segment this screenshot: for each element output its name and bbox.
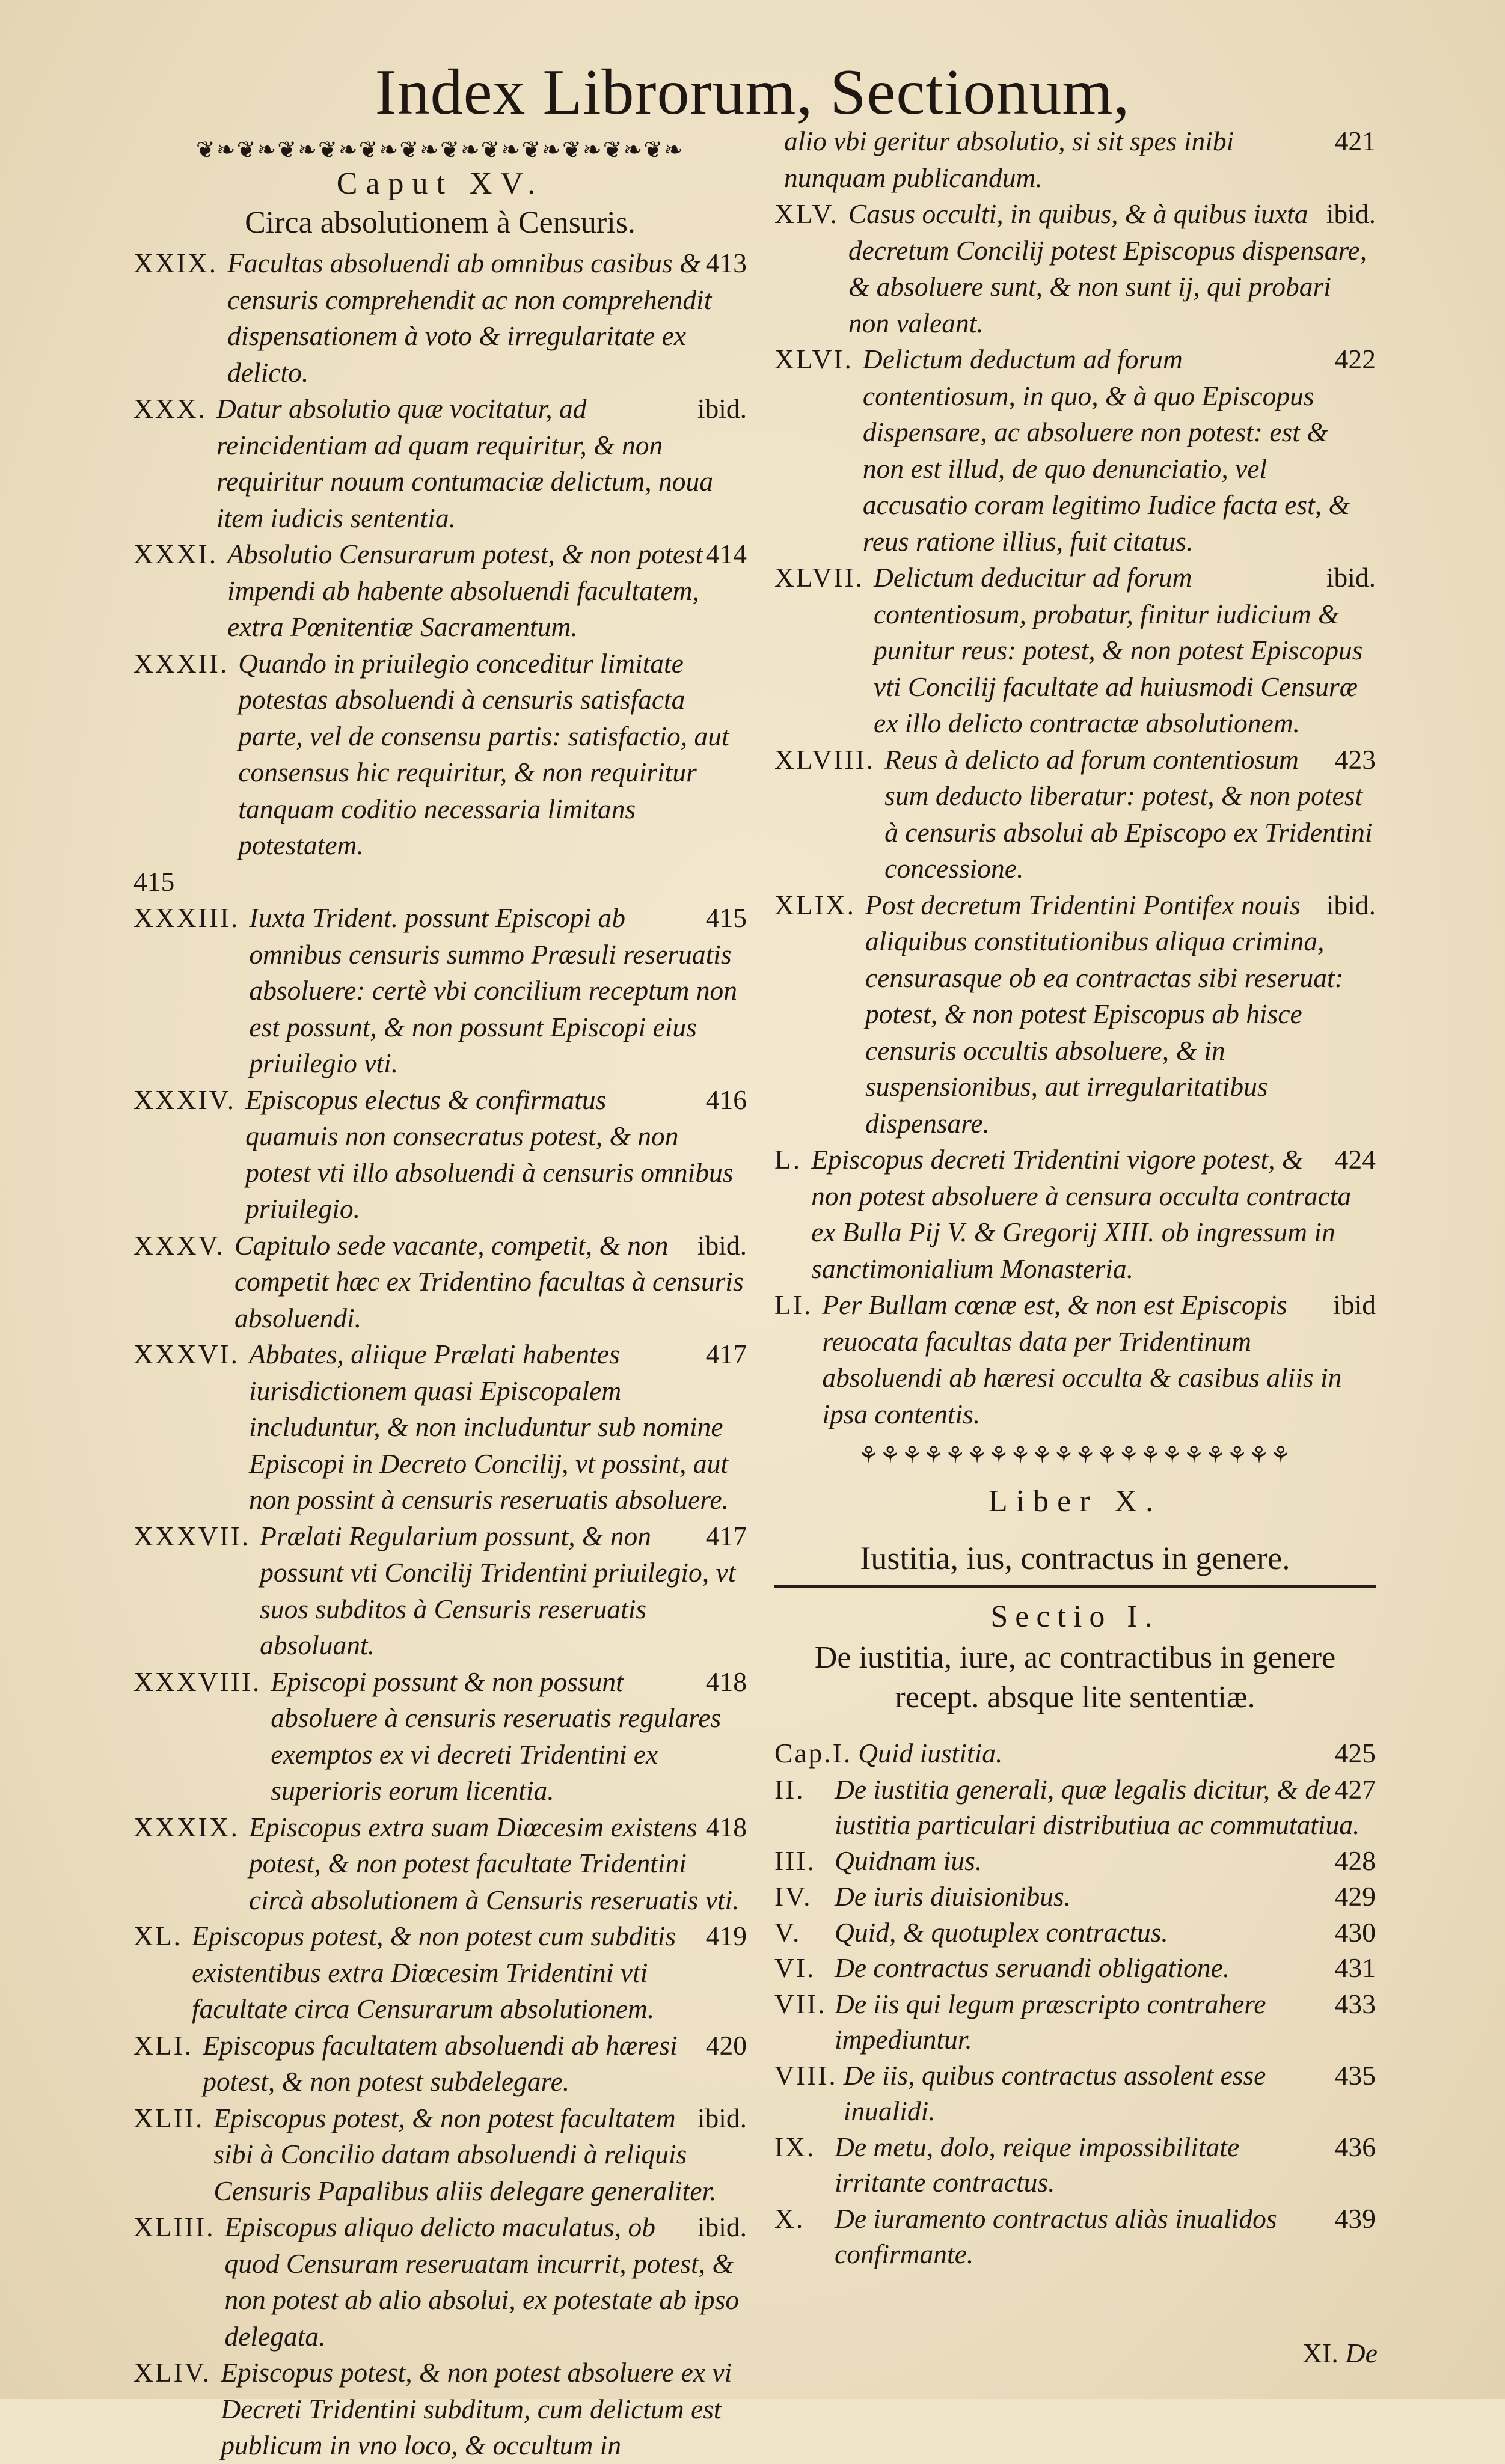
entry-text (784, 123, 1376, 196)
entry-page: 439 (1334, 2203, 1376, 2234)
entry-text-content: Quid iustitia. (858, 1738, 1003, 1769)
index-entry (133, 1664, 747, 1809)
entry-text-content: Quando in priuilegio conceditur limitate potestas absoluendi à censuris satisfacta parte, vel de consensu partis: satisfactio, aut consensus hic requiritur, & non requiritur tanquam coditio necessaria limitans potestatem. (238, 647, 729, 860)
entry-text-content: Delictum deducitur ad forum contentiosum, probatur, finitur iudicium & punitur reus: potest, & non potest Episcopus vti Concilij facultate ad huiusmodi Censuræ ex illo delicto contractæ absolutionem. (874, 562, 1363, 738)
entry-number: XLVIII. (774, 744, 875, 775)
entry-text (835, 2201, 1376, 2272)
entry-page: 431 (1334, 1952, 1376, 1983)
entry-number: XLIII. (133, 2212, 215, 2242)
entry-number: X. (774, 2203, 805, 2234)
entry-number: XLVII. (774, 562, 865, 593)
right-column (774, 123, 1376, 2272)
entry-text (835, 1772, 1376, 1843)
entry-page: 417 (705, 1339, 747, 1369)
entry-page: 418 (705, 1666, 747, 1697)
entry-text-content: Delictum deductum ad forum contentiosum, in quo, & à quo Episcopus dispensare, ac absoluere non potest: est & non est illud, de quo denunciatio, vel accusatio coram legitimo Iudice facta est, & reus ratione illius, fuit citatus. (862, 344, 1350, 557)
entry-text (192, 1918, 747, 2028)
index-entry (133, 1809, 747, 1919)
entry-number: III. (774, 1845, 816, 1876)
entry-text-content: Casus occulti, in quibus, & à quibus iuxta decretum Concilij potest Episcopus dispensare, & absoluere sunt, & non sunt ij, qui probari non valeant. (848, 198, 1367, 338)
entry-text-content: Prælati Regularium possunt, & non possunt vti Concilij Tridentini priuilegio, vt suos subditos à Censuris reseruatis absoluant. (260, 1520, 736, 1660)
entry-text (835, 2129, 1376, 2201)
entry-text (835, 1879, 1376, 1915)
entry-text-content: Per Bullam cœnæ est, & non est Episcopis reuocata facultas data per Tridentinum absoluendi ab hæresi occulta & casibus aliis in ipsa contentis. (822, 1289, 1342, 1429)
entry-text-content: Capitulo sede vacante, competit, & non competit hæc ex Tridentino facultas à censuris absoluendi. (234, 1229, 744, 1333)
entry-number: Cap.I. (774, 1738, 853, 1769)
book-title: Liber X. (988, 1484, 1162, 1518)
entry-text-content: Post decretum Tridentini Pontifex nouis aliquibus constitutionibus aliqua crimina, censurasque ob ea contractas sibi reseruat: potest, & non potest Episcopus ab hisce censuris occultis absoluere, & in suspensionibus, aut irregularitatibus dispensare. (865, 889, 1344, 1139)
entry-page: 423 (1334, 744, 1376, 775)
entry-number: XXXIV. (133, 1084, 236, 1115)
entry-page: ibid. (697, 393, 747, 424)
entry-page: ibid. (697, 2212, 747, 2242)
entry-number: XL. (133, 1921, 183, 1951)
entry-text (835, 1843, 1376, 1879)
entry-text-content: Facultas absoluendi ab omnibus casibus & censuris comprehendit ac non comprehendit dispensationem à voto & irregularitate ex delicto. (227, 248, 712, 388)
index-entry (133, 2100, 747, 2210)
entry-text (234, 1227, 747, 1337)
catchword-word: De (1345, 2338, 1378, 2368)
entry-text (874, 560, 1376, 742)
entry-text-content: De metu, dolo, reique impossibilitate irritante contractus. (835, 2131, 1240, 2198)
entry-page: ibid (1333, 1289, 1376, 1320)
entry-number: VI. (774, 1952, 816, 1983)
index-entry (133, 1918, 747, 2028)
entry-page: 414 (705, 539, 747, 569)
entry-text-content: Episcopus electus & confirmatus quamuis non consecratus potest, & non potest vti illo absoluendi à censuris omnibus priuilegio. (245, 1084, 734, 1224)
entry-text (848, 196, 1376, 341)
catchword-num: XI. (1302, 2338, 1338, 2368)
entry-text (249, 1809, 747, 1919)
entry-text (835, 1986, 1376, 2058)
entry-text (216, 391, 747, 536)
index-entry (774, 1950, 1376, 1986)
entry-number: XXXVIII. (133, 1666, 262, 1697)
catchword (1302, 2337, 1378, 2369)
index-entry (774, 1843, 1376, 1879)
entry-text-content: Episcopus potest, & non potest absoluere ex vi Decreti Tridentini subditum, cum delictum est publicum in vno loco, & occultum in (221, 2357, 732, 2460)
entry-number: XLV. (774, 198, 839, 229)
index-entry (774, 1287, 1376, 1432)
index-entry (774, 341, 1376, 560)
index-entry (774, 196, 1376, 341)
book-subtitle: Iustitia, ius, contractus in genere. (774, 1537, 1376, 1588)
entry-page: 416 (705, 1084, 747, 1115)
chapter-subtitle: Circa absolutionem à Censuris. (245, 206, 636, 240)
entry-text-content: Iuxta Trident. possunt Episcopi ab omnibus censuris summo Præsuli reseruatis absoluere: certè vbi concilium receptum non est possunt, & non possunt Episcopi eius priuilegio vti. (249, 902, 738, 1078)
index-entry (133, 2209, 747, 2355)
entry-page: 418 (705, 1811, 747, 1842)
entry-page: 429 (1334, 1881, 1376, 1912)
entry-number: II. (774, 1773, 805, 1805)
left-column (133, 136, 747, 2464)
entry-number: XXXI. (133, 539, 218, 569)
entry-text-content: Episcopus aliquo delicto maculatus, ob quod Censuram reseruatam incurrit, potest, & non potest ab alio absolui, ex potestate ab ipso delegata. (224, 2212, 740, 2352)
entry-text-content: De iustitia generali, quæ legalis dicitur, & de iustitia particulari distributiua ac commutatiua. (835, 1773, 1360, 1840)
entry-text-content: De iuris diuisionibus. (835, 1881, 1071, 1912)
entry-number: IX. (774, 2131, 816, 2162)
entry-page: 419 (705, 1921, 747, 1951)
index-entry (133, 1336, 747, 1518)
index-entry (133, 1082, 747, 1227)
index-entry (133, 1518, 747, 1664)
entry-text (822, 1287, 1376, 1432)
entry-text-content: alio vbi geritur absolutio, si sit spes inibi nunquam publicandum. (784, 126, 1234, 193)
entry-text-content: Absolutio Censurarum potest, & non potest impendi ab habente absoluendi facultatem, extra Pœnitentiæ Sacramentum. (227, 539, 703, 642)
entry-number: XLIX. (774, 889, 856, 920)
entry-text-content: Episcopus potest, & non potest facultatem sibi à Concilio datam absoluendi à reliquis Censuris Papalibus aliis delegare generaliter. (213, 2102, 717, 2206)
index-entry (133, 2355, 747, 2464)
entry-text-content: Quid, & quotuplex contractus. (835, 1916, 1168, 1948)
entry-page: 415 (705, 902, 747, 933)
index-entry (133, 1227, 747, 1337)
entry-page: 428 (1334, 1845, 1376, 1876)
entry-text-content: Episcopus extra suam Diœcesim existens potest, & non potest facultate Tridentini circà absolutionem à Censuris reseruatis vti. (248, 1811, 740, 1915)
entry-page: ibid. (1326, 562, 1376, 593)
entry-text (811, 1142, 1376, 1287)
index-entry (774, 2129, 1376, 2201)
index-entry (774, 560, 1376, 742)
entry-page: 421 (1334, 126, 1376, 156)
entry-text (238, 646, 747, 864)
index-entry (774, 1142, 1376, 1287)
entry-text (865, 887, 1376, 1142)
entry-number: XXXIX. (133, 1811, 239, 1842)
entry-text-content: De iuramento contractus aliàs inualidos confirmante. (835, 2203, 1277, 2269)
entry-page: ibid. (697, 1229, 747, 1261)
entry-number: LI. (774, 1289, 813, 1320)
chapter-list (774, 1735, 1376, 2272)
index-entry (133, 391, 747, 536)
index-entry (774, 887, 1376, 1142)
entry-page: 415 (133, 866, 175, 897)
ornament-band: ❦❧❦❧❦❧❦❧❦❧❦❧❦❧❦❧❦❧❦❧❦❧❦❧ (195, 138, 685, 163)
section-title: Sectio I. (990, 1600, 1160, 1634)
index-entry (774, 2201, 1376, 2272)
page-title: Index Librorum, Sectionum, (375, 57, 1130, 128)
entry-number (774, 123, 784, 196)
entry-text (227, 536, 747, 646)
entry-text (245, 1082, 747, 1227)
entry-text (858, 1735, 1376, 1772)
entry-text-content: Episcopus facultatem absoluendi ab hæresi potest, & non potest subdelegare. (203, 2029, 678, 2097)
entry-number: XXX. (133, 393, 207, 424)
entry-number: IV. (774, 1881, 812, 1912)
entry-page: 425 (1334, 1738, 1376, 1769)
section-subtitle: De iustitia, iure, ac contractibus in genere recept. absque lite sententiæ. (814, 1640, 1336, 1714)
entry-text-content: Quidnam ius. (835, 1845, 982, 1876)
entry-number: XXXV. (133, 1229, 225, 1261)
index-entry (774, 1986, 1376, 2058)
index-entry (774, 1879, 1376, 1915)
entry-text-content: Episcopi possunt & non possunt absoluere à censuris reseruatis regulares exemptos ex vi decreti Tridentini ex superioris eorum licentia. (271, 1666, 722, 1806)
index-entry (133, 900, 747, 1082)
entry-text (863, 341, 1376, 560)
entry-text-content: Reus à delicto ad forum contentiosum sum deducto liberatur: potest, & non potest à censuris absolui ab Episcopo ex Tridentini concessione. (884, 744, 1373, 884)
index-entry (774, 1772, 1376, 1843)
index-entry (133, 646, 747, 864)
index-entry (133, 536, 747, 646)
entry-text (835, 1915, 1376, 1951)
entry-number: VIII. (774, 2059, 838, 2091)
entry-number: XLII. (133, 2102, 204, 2133)
ornament-band: ⚘⚘⚘⚘⚘⚘⚘⚘⚘⚘⚘⚘⚘⚘⚘⚘⚘⚘⚘⚘ (858, 1443, 1292, 1468)
entry-page: 436 (1334, 2131, 1376, 2162)
index-entry (774, 1735, 1376, 1772)
entry-page: ibid. (697, 2102, 747, 2133)
entry-number: XXXVII. (133, 1520, 251, 1551)
entry-text (271, 1664, 747, 1809)
entry-list (133, 245, 747, 2464)
entry-text-content: Abbates, aliique Prælati habentes iurisdictionem quasi Episcopalem includuntur, & non includuntur sub nomine Episcopi in Decreto Concilij, vt possint, aut non possint à censuris reseruatis absoluere. (248, 1339, 729, 1515)
entry-text (227, 245, 747, 391)
entry-page: 417 (705, 1520, 747, 1551)
index-entry (774, 742, 1376, 887)
entry-number: XXXII. (133, 647, 229, 679)
entry-text (835, 1950, 1376, 1986)
entry-text-content: De iis qui legum præscripto contrahere impediuntur. (835, 1988, 1266, 2055)
entry-page: 427 (1334, 1773, 1376, 1805)
entry-number: XLI. (133, 2029, 194, 2061)
entry-list (774, 123, 1376, 1432)
index-entry (774, 2058, 1376, 2129)
entry-number: VII. (774, 1988, 827, 2019)
chapter-title: Caput XV. (336, 167, 544, 201)
entry-text (884, 742, 1376, 887)
entry-text-content: De iis, quibus contractus assolent esse inualidi. (843, 2059, 1266, 2126)
entry-number: XXXVI. (133, 1339, 239, 1369)
entry-text (844, 2058, 1376, 2129)
entry-number: XLIV. (133, 2357, 212, 2388)
entry-number: XXXIII. (133, 902, 240, 933)
entry-text-content: Episcopus decreti Tridentini vigore potest, & non potest absoluere à censura occulta contracta ex Bulla Pij V. & Gregorij XIII. ob ingressum in sanctimonialium Monasteria. (811, 1144, 1352, 1284)
entry-text (203, 2028, 747, 2100)
entry-page: 430 (1334, 1916, 1376, 1948)
entry-page: 422 (1334, 344, 1376, 374)
entry-number: V. (774, 1916, 802, 1948)
entry-page: ibid. (1326, 198, 1376, 229)
index-entry (133, 245, 747, 391)
entry-text (249, 1336, 747, 1518)
entry-page: 424 (1334, 1144, 1376, 1175)
entry-page: 433 (1334, 1988, 1376, 2019)
index-entry (774, 1915, 1376, 1951)
entry-page: 435 (1334, 2059, 1376, 2091)
index-entry (133, 2028, 747, 2100)
entry-text (249, 900, 747, 1082)
entry-text (213, 2100, 747, 2210)
entry-number: XLVI. (774, 344, 853, 374)
index-entry (774, 123, 1376, 196)
entry-number: L. (774, 1144, 802, 1175)
entry-page: ibid. (1326, 889, 1376, 920)
entry-text-content: Episcopus potest, & non potest cum subditis existentibus extra Diœcesim Tridentini vti facultate circa Censurarum absolutionem. (192, 1921, 676, 2024)
entry-text-content: Datur absolutio quæ vocitatur, ad reincidentiam ad quam requiritur, & non requiritur nouum contumaciæ delictum, noua item iudicis sententia. (216, 393, 714, 533)
entry-page: 420 (705, 2029, 747, 2061)
entry-text (224, 2209, 747, 2355)
entry-text (260, 1518, 747, 1664)
entry-number: XXIX. (133, 248, 218, 278)
entry-text (221, 2355, 747, 2464)
entry-page: 413 (705, 248, 747, 278)
entry-text-content: De contractus seruandi obligatione. (835, 1952, 1230, 1983)
